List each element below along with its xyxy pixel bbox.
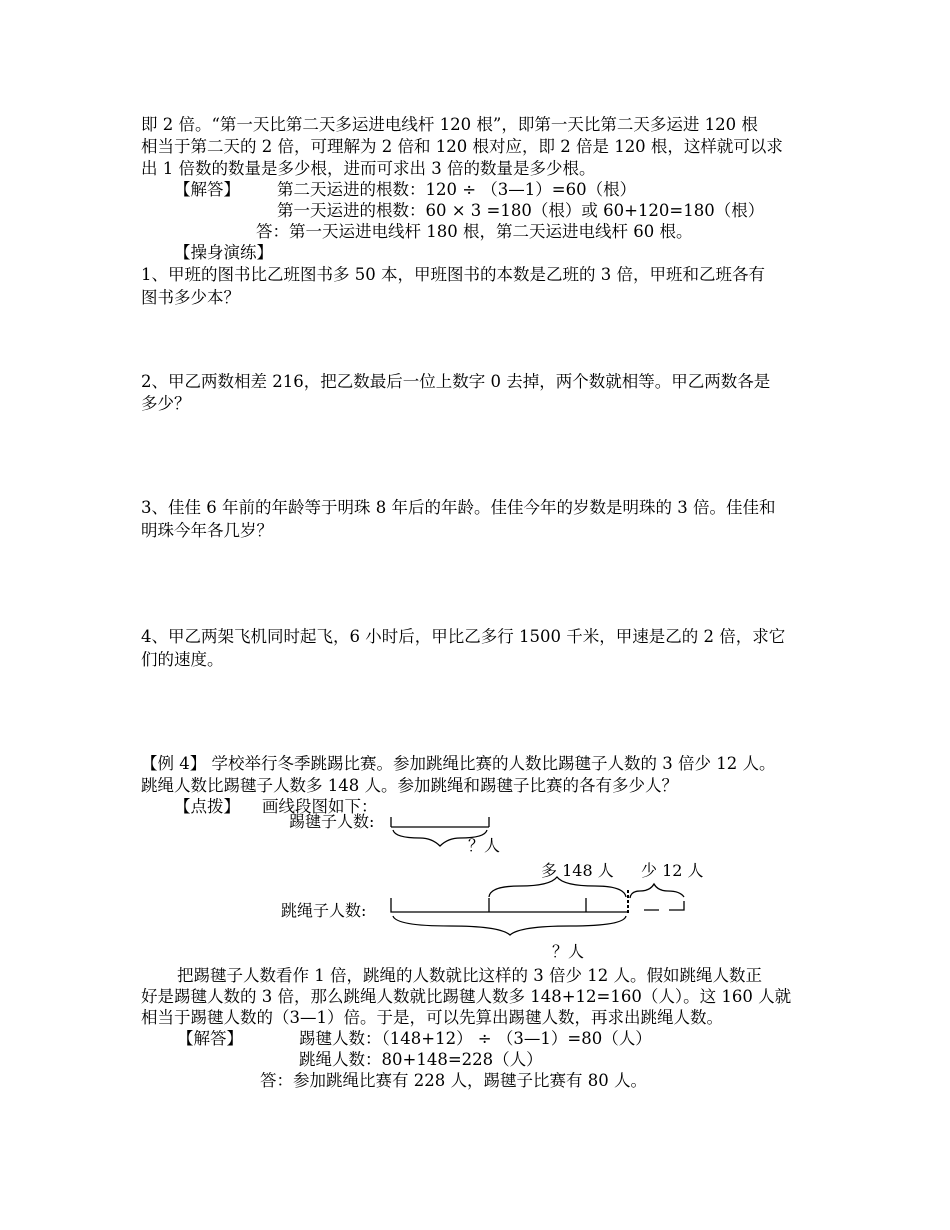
more-148-label: 多 148 人 (541, 861, 614, 880)
answer-line-2: 第一天运进的根数：60 × 3 =180（根）或 60+120=180（根） (277, 201, 765, 220)
less-12-brace (630, 884, 684, 898)
example-4-line-1: 【例 4】 学校举行冬季跳踢比赛。参加跳绳比赛的人数比踢毽子人数的 3 倍少 12 人。 (141, 754, 776, 773)
top-text-line-2: 相当于第二天的 2 倍，可理解为 2 倍和 120 根对应，即 2 倍是 120 根，这样就可以求 (141, 137, 783, 156)
rope-segment (391, 898, 628, 912)
more-148-brace (489, 877, 626, 897)
answer-conclusion: 答：第一天运进电线杆 180 根，第二天运进电线杆 60 根。 (256, 222, 693, 241)
question-1-line-1: 1、甲班的图书比乙班图书多 50 本，甲班图书的本数是乙班的 3 倍，甲班和乙班各有 (141, 265, 765, 284)
explanation-line-3: 相当于踢毽人数的（3—1）倍。于是，可以先算出踢毽人数，再求出跳绳人数。 (141, 1008, 723, 1027)
practice-title: 【操身演练】 (174, 243, 273, 262)
rope-total-brace (393, 916, 626, 935)
missing-12-segment (644, 901, 684, 910)
shuttlecock-question: ？人 (468, 836, 501, 855)
answer-2-line-1: 踢毽人数：（148+12） ÷ （3—1）=80（人） (299, 1029, 652, 1048)
answer-tag-2: 【解答】 (177, 1029, 243, 1048)
answer-2-line-2: 跳绳人数：80+148=228（人） (299, 1050, 543, 1069)
example-4-line-2: 跳绳人数比踢毽子人数多 148 人。参加跳绳和踢毽子比赛的各有多少人？ (141, 776, 678, 795)
question-4-line-2: 们的速度。 (141, 650, 224, 669)
rope-question: ？人 (552, 942, 585, 961)
shuttlecock-label: 踢毽子人数: (289, 812, 375, 831)
explanation-line-1: 把踢毽子人数看作 1 倍，跳绳的人数就比这样的 3 倍少 12 人。假如跳绳人数正 (177, 966, 762, 985)
question-3-line-1: 3、佳佳 6 年前的年龄等于明珠 8 年后的年龄。佳佳今年的岁数是明珠的 3 倍。佳佳和 (141, 498, 776, 517)
question-2-line-1: 2、甲乙两数相差 216，把乙数最后一位上数字 0 去掉，两个数就相等。甲乙两数各是 (141, 372, 771, 391)
answer-tag: 【解答】 (174, 180, 240, 199)
less-12-label: 少 12 人 (641, 861, 704, 880)
shuttlecock-segment (391, 817, 489, 827)
hint-tag: 【点拨】 (174, 797, 240, 816)
question-3-line-2: 明珠今年各几岁？ (141, 521, 273, 540)
top-text-line-3: 出 1 倍数的数量是多少根，进而可求出 3 倍的数量是多少根。 (141, 159, 596, 178)
hint-text: 画线段图如下： (262, 797, 378, 816)
explanation-line-2: 好是踢毽人数的 3 倍，那么跳绳人数就比踢毽人数多 148+12=160（人）。这 160 人就 (141, 987, 792, 1006)
question-1-line-2: 图书多少本？ (141, 288, 240, 307)
question-2-line-2: 多少？ (141, 394, 191, 413)
top-text-line-1: 即 2 倍。“第一天比第二天多运进电线杆 120 根”，即第一天比第二天多运进 120 根 (141, 115, 758, 134)
rope-label: 跳绳子人数: (281, 901, 367, 920)
answer-2-conclusion: 答：参加跳绳比赛有 228 人，踢毽子比赛有 80 人。 (260, 1071, 647, 1090)
question-4-line-1: 4、甲乙两架飞机同时起飞，6 小时后，甲比乙多行 1500 千米，甲速是乙的 2 倍，求它 (141, 627, 786, 646)
answer-line-1: 第二天运进的根数：120 ÷ （3—1）=60（根） (277, 180, 637, 199)
